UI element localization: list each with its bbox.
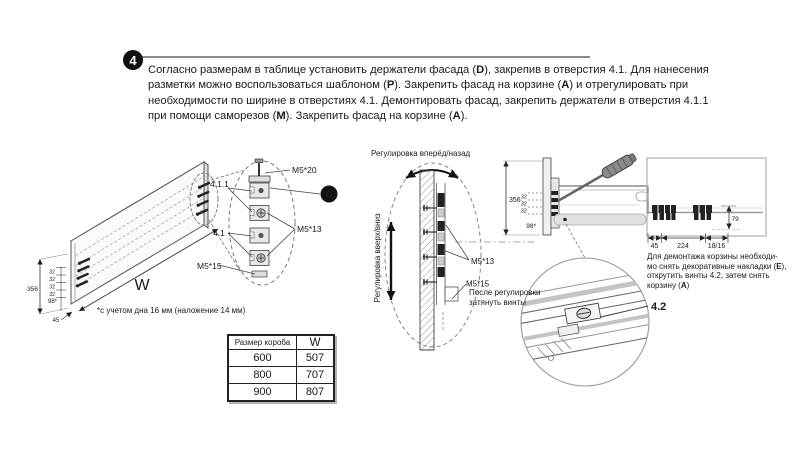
panel-footnote: *с учетом дна 16 мм (наложение 14 мм) [97,306,246,315]
holder-modules [250,183,269,277]
adjustment-side-view [385,163,536,350]
m5-13-label: M5*13 [297,224,322,234]
sv-79-label: 79 [731,216,739,223]
tighten-screws-note: После регулировки затянуть винты [469,288,541,307]
adjust-forward-back-label: Регулировка вперёд/назад [371,149,471,158]
holes-411-label: 4.1.1 [210,179,229,189]
sv-98-label: 98* [526,223,536,230]
spacing-32-label: 32 [49,269,55,276]
size-table [227,334,335,402]
offset-98-label: 98* [47,299,57,305]
instruction-paragraph: Согласно размерам в таблице установить держатели фасада (D), закрепив в отверстия 4.1. Для нанесения разметки можно воспользоваться шаблоном (P). Закрепить фасад на корзине (A) и отрегулировать при необходимости по ширине в отверстиях 4.1. Демонтировать фасад, закрепить держатели в отверстия 4.1.1 при помощи саморезов (M). Закрепить фасад на корзине (A). [148,64,709,122]
sv-45-label: 45 [650,243,659,250]
offset-45-label: 45 [52,318,60,324]
box-size-value: 900 [228,384,297,402]
screwdriver [555,152,638,206]
step-number-badge [123,50,143,70]
sv-224-label: 224 [677,243,689,250]
size-table-header-row [228,335,334,350]
height-356-label: 356 [27,286,38,293]
cabinet-side-view [503,152,766,258]
sv-356-label: 356 [509,197,521,204]
step-number: 4 [129,52,137,68]
table-row [228,367,334,384]
w-label: W [134,277,150,294]
w-value: 707 [297,367,335,384]
adj-m5-15-label: M5*15 [466,279,490,289]
spacing-32-label: 32 [49,284,55,291]
sv-18-16-label: 18/16 [707,243,726,250]
detail-4-2-inset [518,258,666,386]
col-box-size-header: Размер короба [228,335,297,350]
table-row [228,384,334,402]
dimension-holes-left [48,267,72,324]
sv-32-label: 32 [520,201,527,208]
m5-15-label: M5*15 [197,261,222,271]
part-d-letter: D [325,189,333,201]
w-value: 507 [297,350,335,367]
w-value: 807 [297,384,335,402]
box-size-value: 600 [228,350,297,367]
adj-m5-13-label: M5*13 [471,257,495,266]
dimension-356-left [27,254,68,314]
sv-32-label: 32 [520,194,527,201]
m5-20-label: M5*20 [292,165,317,175]
box-size-value: 800 [228,367,297,384]
table-row [228,350,334,367]
adjust-up-down-label: Регулировка вверх/вниз [373,213,383,303]
col-w-header: W [297,335,335,350]
fascia-section [420,170,434,350]
basket-removal-note: Для демонтажа корзины необходи- мо снять декоративные накладки (E), открутить винты 4.2, затем снять корзину (А) [647,252,787,290]
spacing-32-label: 32 [49,292,55,298]
step-divider-line [141,56,590,58]
sv-32-label: 32 [520,208,527,215]
spacing-32-label: 32 [49,277,55,283]
holes-41-label: 4.1 [213,228,225,238]
screw-4-2-label: 4.2 [651,301,667,313]
